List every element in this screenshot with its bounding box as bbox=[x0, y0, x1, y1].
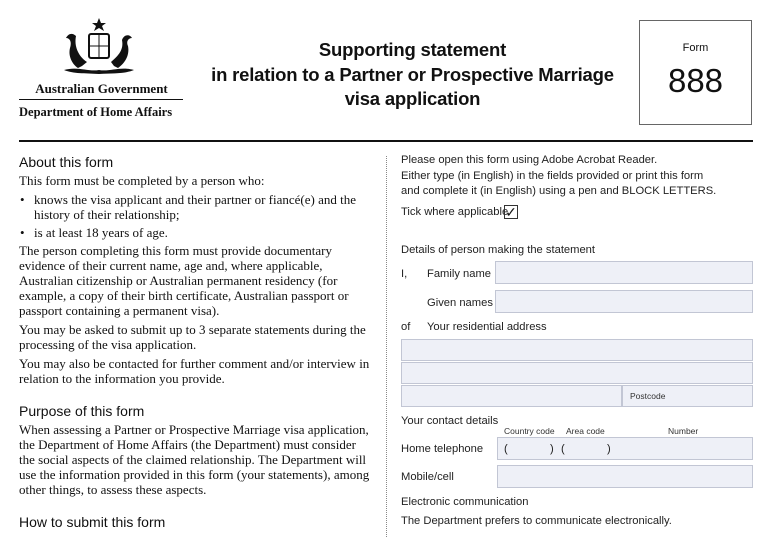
paren-close: ) bbox=[607, 443, 611, 455]
tick-instruction: Tick where applicable bbox=[401, 206, 509, 218]
details-heading: Details of person making the statement bbox=[401, 244, 596, 256]
address-line-2-input[interactable] bbox=[401, 362, 753, 384]
government-name: Australian Government bbox=[35, 81, 168, 96]
form-title bbox=[205, 38, 620, 112]
country-code-label: Country code bbox=[504, 426, 555, 436]
contact-heading: Your contact details bbox=[401, 415, 499, 427]
header-divider bbox=[19, 140, 753, 142]
sample-tick-box: ✓ bbox=[505, 204, 517, 220]
electronic-heading: Electronic communication bbox=[401, 496, 529, 508]
home-telephone-input[interactable] bbox=[497, 437, 753, 460]
i-label: I, bbox=[401, 268, 408, 280]
given-names-label: Given names bbox=[427, 297, 493, 309]
coat-of-arms-logo bbox=[58, 16, 140, 80]
form-label: Form bbox=[682, 42, 709, 54]
paren-open: ( bbox=[561, 443, 565, 455]
mobile-label: Mobile/cell bbox=[401, 471, 454, 483]
about-heading: About this form bbox=[19, 154, 114, 170]
of-label: of bbox=[401, 321, 411, 333]
department-name: Department of Home Affairs bbox=[19, 105, 173, 119]
electronic-text: The Department prefers to communicate electronically. bbox=[401, 515, 672, 527]
about-bullet: • knows the visa applicant and their partner or fiancé(e) and the history of their relationship; bbox=[19, 192, 374, 222]
about-paragraph: You may also be contacted for further comment and/or interview in relation to the information you provide. bbox=[19, 356, 370, 386]
address-line-3-input[interactable] bbox=[401, 385, 622, 407]
about-intro: This form must be completed by a person who: bbox=[19, 173, 265, 188]
about-paragraph: The person completing this form must provide documentary evidence of their current name, age and, where applicable, Australian citizenship or Australian permanent residency (for example, a copy of their birth certificate, Australian passport or passport containing a permanent visa). bbox=[19, 243, 349, 318]
postcode-label: Postcode bbox=[630, 391, 666, 401]
form-number: 888 bbox=[667, 62, 724, 99]
family-name-input[interactable] bbox=[495, 261, 753, 284]
number-label: Number bbox=[668, 426, 699, 436]
purpose-paragraph: When assessing a Partner or Prospective Marriage visa application, the Department of Home Affairs (the Department) must consider the social aspects of the claimed relationship. The Department will use the information provided in this form (your statements), among other things, to assess these aspects. bbox=[19, 422, 370, 497]
paren-close: ) bbox=[550, 443, 554, 455]
instruction-line: and complete it (in English) using a pen and BLOCK LETTERS. bbox=[401, 185, 717, 197]
home-telephone-label: Home telephone bbox=[401, 443, 484, 455]
family-name-label: Family name bbox=[427, 268, 492, 280]
form-title-line: visa application bbox=[344, 88, 481, 109]
left-column bbox=[19, 154, 374, 533]
address-line-1-input[interactable] bbox=[401, 339, 753, 361]
form-title-line: Supporting statement bbox=[318, 39, 507, 60]
area-code-label: Area code bbox=[566, 426, 605, 436]
purpose-heading: Purpose of this form bbox=[19, 403, 145, 419]
divider bbox=[19, 99, 183, 100]
form-title-line: in relation to a Partner or Prospective Marriage bbox=[211, 63, 614, 85]
mobile-input[interactable] bbox=[497, 465, 753, 488]
column-divider bbox=[386, 156, 387, 537]
instruction-line: Either type (in English) in the fields provided or print this form bbox=[401, 170, 704, 182]
about-paragraph: You may be asked to submit up to 3 separate statements during the processing of the visa application. bbox=[19, 322, 366, 352]
instruction-line: Please open this form using Adobe Acrobat Reader. bbox=[401, 154, 658, 166]
given-names-input[interactable] bbox=[495, 290, 753, 313]
paren-open: ( bbox=[504, 443, 508, 455]
about-bullet: • is at least 18 years of age. bbox=[19, 225, 374, 240]
address-label: Your residential address bbox=[427, 321, 547, 333]
submit-heading: How to submit this form bbox=[19, 514, 166, 530]
